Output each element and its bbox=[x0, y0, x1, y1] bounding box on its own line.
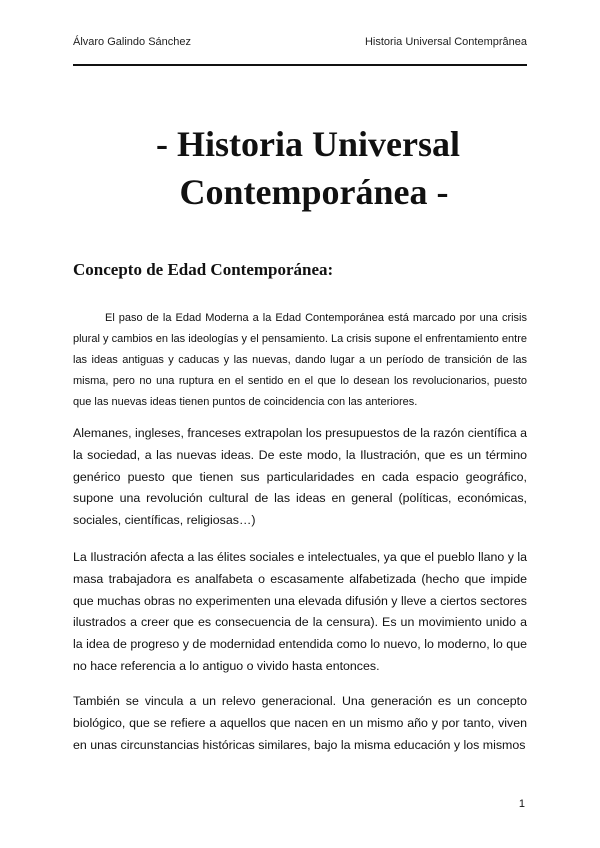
document-title bbox=[73, 120, 543, 216]
title-line-2: Contemporánea - bbox=[179, 172, 449, 212]
title-line-1: - Historia Universal bbox=[156, 124, 460, 164]
section-heading: Concepto de Edad Contemporánea: bbox=[73, 260, 334, 279]
header-course-title: Historia Universal Contemprânea bbox=[364, 36, 527, 48]
paragraph-1: El paso de la Edad Moderna a la Edad Contemporánea está marcado por una crisis plural y cambios en las ideologías y el pensamiento. La crisis supone el enfrentamiento entre las ideas antiguas y caducas y las nuevas, dando lugar a un período de transición de las misma, pero no una ruptura en el sentido en el que lo desean los revolucionarios, puesto que las nuevas ideas tienen puntos de coincidencia con las anteriores. bbox=[73, 312, 527, 408]
paragraph-3: La Ilustración afecta a las élites sociales e intelectuales, ya que el pueblo llano y la masa trabajadora es analfabeta o escasamente alfabetizada (hecho que impide que muchas obras no experimenten una elevada difusión y lleve a ciertos sectores ilustrados a creer que es consecuencia de la censura). Es un movimiento unido a la idea de progreso y de modernidad entendida como lo nuevo, lo moderno, lo que no hace referencia a lo antiguo o vivido hasta entonces. bbox=[73, 550, 527, 673]
page-number: 1 bbox=[518, 798, 525, 810]
header-divider bbox=[73, 64, 527, 66]
header-author: Álvaro Galindo Sánchez bbox=[73, 36, 192, 48]
paragraph-4: También se vincula a un relevo generacional. Una generación es un concepto biológico, que se refiere a aquellos que nacen en un mismo año y por tanto, viven en unas circunstancias históricas similares, bajo la misma educación y los mismos bbox=[73, 694, 527, 752]
paragraph-2: Alemanes, ingleses, franceses extrapolan los presupuestos de la razón científica a la sociedad, a las nuevas ideas. De este modo, la Ilustración, que es un término genérico puesto que tienen sus particularidades en cada espacio geográfico, supone una revolución cultural de las ideas en general (políticas, económicas, sociales, científicas, religiosas…) bbox=[73, 426, 527, 528]
